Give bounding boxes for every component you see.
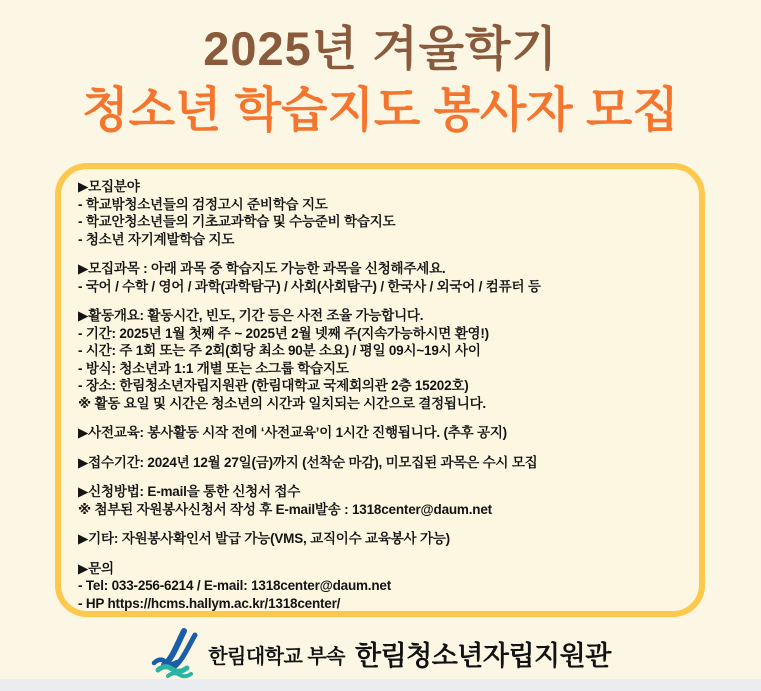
activity-note-item: ※ 활동 요일 및 시간은 청소년의 시간과 일치되는 시간으로 결정됩니다. <box>78 395 486 411</box>
recruit-subjects-item: - 국어 / 수학 / 영어 / 과학(과학탐구) / 사회(사회탐구) / 한국사 / 외국어 / 컴퓨터 등 <box>78 278 541 294</box>
pre-education-heading: ▶사전교육: 봉사활동 시작 전에 ‘사전교육’이 1시간 진행됩니다. (추후 공지) <box>78 425 507 440</box>
footer-org-name: 한림청소년자립지원관 <box>354 641 611 671</box>
section-activity-overview <box>78 307 683 412</box>
contact-tel-email: - Tel: 033-256-6214 / E-mail: 1318center@daum.net <box>78 578 392 593</box>
section-recruit-fields <box>78 178 683 248</box>
recruit-fields-item: - 학교밖청소년들의 검정고시 준비학습 지도 <box>78 196 328 212</box>
application-method-note: ※ 첨부된 자원봉사신청서 작성 후 E-mail발송 : 1318center@daum.net <box>78 501 492 517</box>
activity-format-item: - 방식: 청소년과 1:1 개별 또는 소그룹 학습지도 <box>78 360 349 376</box>
activity-place-item: - 장소: 한림청소년자립지원관 (한림대학교 국제회의관 2층 15202호) <box>78 378 469 393</box>
recruit-fields-item: - 학교안청소년들의 기초교과학습 및 수능준비 학습지도 <box>78 214 396 229</box>
contact-homepage: - HP https://hcms.hallym.ac.kr/1318center/ <box>78 595 341 611</box>
bottom-strip <box>0 679 761 691</box>
recruit-fields-item: - 청소년 자기계발학습 지도 <box>78 231 235 247</box>
footer <box>0 624 761 679</box>
activity-time-item: - 시간: 주 1회 또는 주 2회(회당 최소 90분 소요) / 평일 09시~19시 사이 <box>78 343 481 358</box>
hallym-wave-logo-icon <box>150 625 204 679</box>
section-pre-education <box>78 424 683 442</box>
poster-title-main: 청소년 학습지도 봉사자 모집 <box>82 84 679 137</box>
section-application-period <box>78 454 683 472</box>
etc-heading: ▶기타: 자원봉사확인서 발급 가능(VMS, 교직이수 교육봉사 가능) <box>78 531 450 546</box>
section-application-method <box>78 483 683 518</box>
poster-title-year: 2025년 겨울학기 <box>203 22 558 75</box>
section-etc <box>78 530 683 548</box>
section-recruit-subjects <box>78 260 683 295</box>
info-box <box>55 163 705 617</box>
activity-period-item: - 기간: 2025년 1월 첫째 주 ~ 2025년 2월 넷째 주(지속가능하시면 환영!) <box>78 325 489 341</box>
section-contact <box>78 560 683 613</box>
recruit-subjects-heading: ▶모집과목 : 아래 과목 중 학습지도 가능한 과목을 신청해주세요. <box>78 261 446 276</box>
application-method-heading: ▶신청방법: E-mail을 통한 신청서 접수 <box>78 484 301 499</box>
footer-affiliation-label: 한림대학교 부속 <box>208 646 345 668</box>
activity-overview-heading: ▶활동개요: 활동시간, 빈도, 기간 등은 사전 조율 가능합니다. <box>78 308 424 323</box>
contact-heading: ▶문의 <box>78 560 114 576</box>
recruit-fields-heading: ▶모집분야 <box>78 179 140 194</box>
application-period-heading: ▶접수기간: 2024년 12월 27일(금)까지 (선착순 마감), 미모집된 과목은 수시 모집 <box>78 454 538 470</box>
